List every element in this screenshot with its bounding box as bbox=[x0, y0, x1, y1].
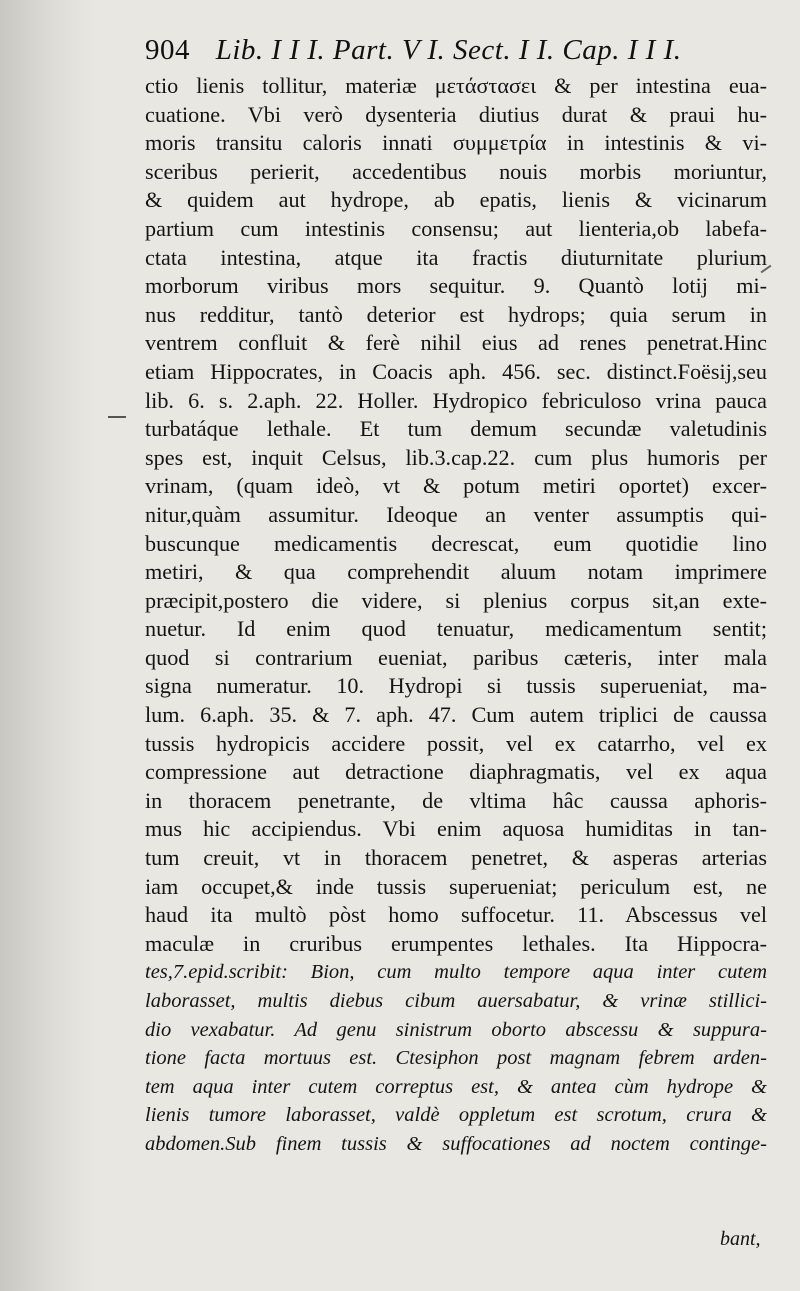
text-line: morborum viribus mors sequitur. 9. Quantò lotij mi- bbox=[145, 273, 767, 299]
text-line: nus redditur, tantò deterior est hydrops; quia serum in bbox=[145, 301, 767, 327]
text-line: lum. 6.aph. 35. & 7. aph. 47. Cum autem triplici de caussa bbox=[145, 702, 767, 728]
text-line: præcipit,postero die videre, si plenius corpus sit,an exte- bbox=[145, 587, 767, 613]
text-line: laborasset, multis diebus cibum auersabatur, & vrinæ stillici- bbox=[145, 990, 767, 1012]
text-line: & quidem aut hydrope, ab epatis, lienis & vicinarum bbox=[145, 187, 767, 213]
page-number: 904 bbox=[145, 34, 190, 66]
text-line: signa numeratur. 10. Hydropi si tussis superueniat, ma- bbox=[145, 673, 767, 699]
text-line: dio vexabatur. Ad genu sinistrum oborto abscessu & suppura- bbox=[145, 1018, 767, 1041]
text-line: ventrem confluit & ferè nihil eius ad renes penetrat.Hinc bbox=[145, 330, 767, 356]
page-gutter-shadow bbox=[0, 0, 95, 1291]
text-line: nitur,quàm assumitur. Ideoque an venter assumptis qui- bbox=[145, 501, 767, 527]
text-line: metiri, & qua comprehendit aluum notam imprimere bbox=[145, 559, 767, 585]
text-line: abdomen.Sub finem tussis & suffocationes ad noctem continge- bbox=[145, 1132, 767, 1155]
running-header bbox=[145, 34, 682, 67]
text-line: buscunque medicamentis decrescat, eum quotidie lino bbox=[145, 530, 767, 556]
text-line: sceribus perierit, accedentibus nouis morbis moriuntur, bbox=[145, 158, 767, 184]
text-line: lib. 6. s. 2.aph. 22. Holler. Hydropico febriculoso vrina pauca bbox=[145, 387, 767, 413]
text-line: tione facta mortuus est. Ctesiphon post magnam febrem arden- bbox=[145, 1047, 767, 1070]
text-line: tussis hydropicis accidere possit, vel ex catarrho, vel ex bbox=[145, 730, 767, 756]
catchword: bant, bbox=[720, 1228, 761, 1250]
text-line: tes,7.epid.scribit: Bion, cum multo tempore aqua inter cutem bbox=[145, 961, 767, 984]
text-line: nuetur. Id enim quod tenuatur, medicamentum sentit; bbox=[145, 616, 767, 642]
text-line: partium cum intestinis consensu; aut lienteria,ob labefa- bbox=[145, 215, 767, 241]
text-line: in thoracem penetrante, de vltima hâc caussa aphoris- bbox=[145, 787, 767, 813]
text-line: ctata intestina, atque ita fractis diuturnitate plurium bbox=[145, 244, 767, 270]
text-line: etiam Hippocrates, in Coacis aph. 456. sec. distinct.Foësij,seu bbox=[145, 358, 767, 384]
text-line: vrinam, (quam ideò, vt & potum metiri oportet) excer- bbox=[145, 473, 767, 499]
text-line: turbatáque lethale. Et tum demum secundæ valetudinis bbox=[145, 416, 767, 442]
text-line: tum creuit, vt in thoracem penetret, & asperas arterias bbox=[145, 845, 767, 871]
text-line: moris transitu caloris innati συμμετρία in intestinis & vi- bbox=[145, 130, 767, 156]
running-title: Lib. I I I. Part. V I. Sect. I I. Cap. I I I. bbox=[215, 34, 682, 66]
margin-mark bbox=[108, 416, 126, 418]
text-line: ctio lienis tollitur, materiæ μετάστασει & per intestina eua- bbox=[145, 73, 767, 98]
text-line: compressione aut detractione diaphragmatis, vel ex aqua bbox=[145, 759, 767, 785]
text-line: lienis tumore laborasset, valdè oppletum est scrotum, crura & bbox=[145, 1104, 767, 1127]
body-text bbox=[145, 72, 767, 1159]
text-line: maculæ in cruribus erumpentes lethales. Ita Hippocra- bbox=[145, 930, 767, 956]
text-line: iam occupet,& inde tussis superueniat; periculum est, ne bbox=[145, 873, 767, 899]
text-line: haud ita multò pòst homo suffocetur. 11. Abscessus vel bbox=[145, 902, 767, 928]
text-line: quod si contrarium eueniat, paribus cæteris, inter mala bbox=[145, 644, 767, 670]
text-line: tem aqua inter cutem correptus est, & antea cùm hydrope & bbox=[145, 1075, 767, 1098]
text-line: mus hic accipiendus. Vbi enim aquosa humiditas in tan- bbox=[145, 816, 767, 842]
text-line: spes est, inquit Celsus, lib.3.cap.22. cum plus humoris per bbox=[145, 444, 767, 470]
text-line: cuatione. Vbi verò dysenteria diutius durat & praui hu- bbox=[145, 101, 767, 127]
